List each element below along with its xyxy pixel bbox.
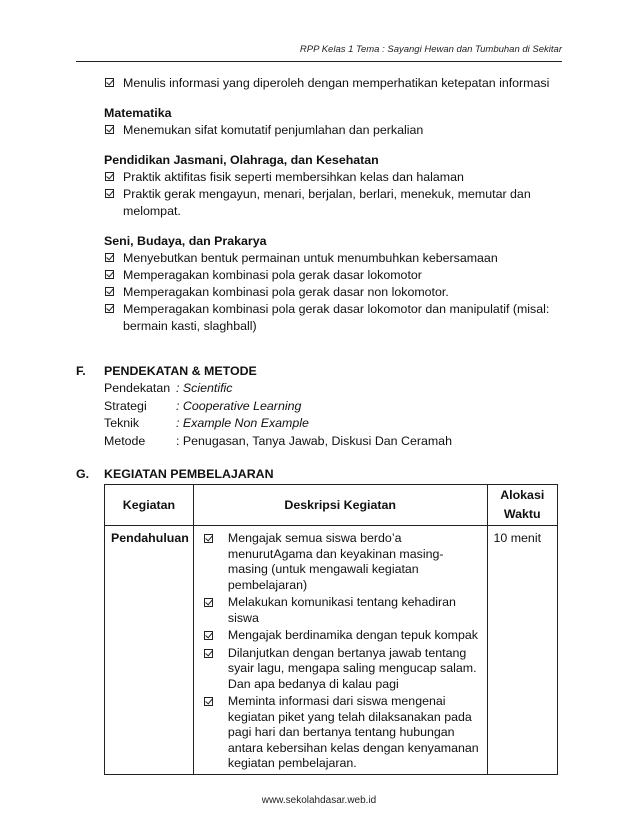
checkbox-checked-icon (204, 697, 213, 706)
checkbox-checked-icon (105, 189, 114, 198)
subject-heading: Matematika (104, 106, 172, 120)
objective-item: Memperagakan kombinasi pola gerak dasar lokomotor (104, 267, 574, 284)
list-item: Mengajak berdinamika dengan tepuk kompak (204, 628, 481, 644)
checkbox-checked-icon (105, 253, 114, 262)
section-f-title: PENDEKATAN & METODE (104, 364, 257, 378)
section-f-letter: F. (76, 364, 86, 378)
header-divider (76, 61, 562, 62)
approach-row: Pendekatan : Scientific (104, 381, 233, 395)
cell-kegiatan: Pendahuluan (105, 526, 194, 775)
checkbox-checked-icon (105, 287, 114, 296)
objectives-block (104, 75, 574, 335)
page-header (0, 44, 638, 58)
objective-item: Memperagakan kombinasi pola gerak dasar lokomotor dan manipulatif (misal: bermain kasti, slaghball) (104, 301, 574, 335)
checkbox-checked-icon (105, 172, 114, 181)
objective-item: Praktik gerak mengayun, menari, berjalan, berlari, menekuk, memutar dan melompat. (104, 186, 574, 220)
header-alokasi: Alokasi Waktu (487, 485, 558, 526)
method-row: Metode : Penugasan, Tanya Jawab, Diskusi Dan Ceramah (104, 433, 452, 448)
activities-table (104, 484, 558, 775)
table-row (105, 526, 558, 775)
approach-method-list (104, 380, 452, 450)
section-g-title: KEGIATAN PEMBELAJARAN (104, 467, 274, 481)
page-footer: www.sekolahdasar.web.id (261, 795, 377, 806)
objective-item: Menulis informasi yang diperoleh dengan memperhatikan ketepatan informasi (104, 75, 574, 92)
objective-item: Menyebutkan bentuk permainan untuk menumbuhkan kebersamaan (104, 250, 574, 267)
checkbox-checked-icon (105, 78, 114, 87)
checkbox-checked-icon (105, 125, 114, 134)
checkbox-checked-icon (204, 598, 213, 607)
table-header-row (105, 485, 558, 526)
list-item: Meminta informasi dari siswa mengenai kegiatan piket yang telah dilaksanakan pada pagi hari dan bertanya tentang hubungan antara kebersihan kelas dengan kenyamanan kegiatan pembelajaran. (204, 694, 481, 772)
checkbox-checked-icon (105, 304, 114, 313)
strategy-row: Strategi : Cooperative Learning (104, 398, 302, 413)
technique-row: Teknik : Example Non Example (104, 416, 309, 430)
subject-heading: Seni, Budaya, dan Prakarya (104, 234, 267, 248)
checkbox-checked-icon (204, 534, 213, 543)
list-item: Dilanjutkan dengan bertanya jawab tentang syair lagu, mengapa saling mengucap salam. Dan apa bedanya di kalau pagi (204, 646, 481, 693)
cell-deskripsi (193, 526, 487, 775)
header-kegiatan: Kegiatan (105, 485, 194, 526)
objective-item: Memperagakan kombinasi pola gerak dasar non lokomotor. (104, 284, 574, 301)
objective-item: Menemukan sifat komutatif penjumlahan dan perkalian (104, 122, 574, 139)
cell-alokasi: 10 menit (487, 526, 558, 775)
list-item: Mengajak semua siswa berdo’a menurutAgama dan keyakinan masing-masing (untuk mengawali kegiatan pembelajaran) (204, 531, 481, 593)
header-deskripsi: Deskripsi Kegiatan (193, 485, 487, 526)
checkbox-checked-icon (105, 270, 114, 279)
section-g-letter: G. (76, 467, 90, 481)
header-title: RPP Kelas 1 Tema : Sayangi Hewan dan Tumbuhan di Sekitar (299, 44, 562, 55)
list-item: Melakukan komunikasi tentang kehadiran siswa (204, 595, 481, 626)
subject-heading: Pendidikan Jasmani, Olahraga, dan Kesehatan (104, 153, 379, 167)
objective-item: Praktik aktifitas fisik seperti membersihkan kelas dan halaman (104, 169, 574, 186)
checkbox-checked-icon (204, 631, 213, 640)
checkbox-checked-icon (204, 649, 213, 658)
